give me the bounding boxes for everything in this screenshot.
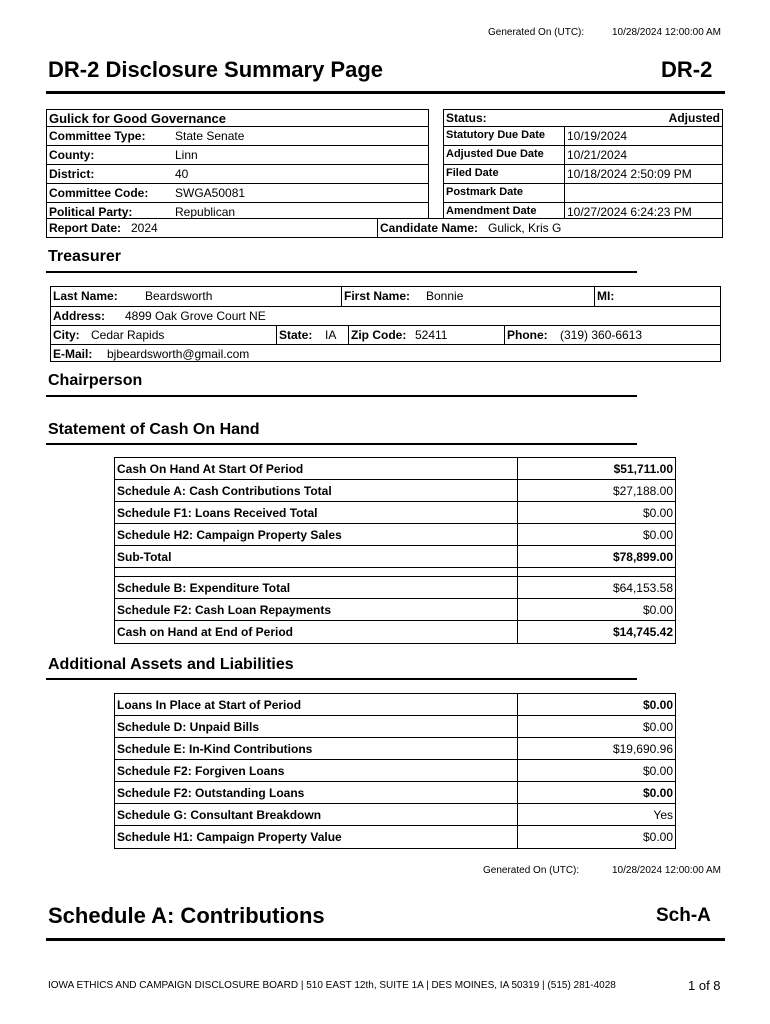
committee-code-value: SWGA50081 <box>175 186 246 200</box>
treasurer-rule <box>46 271 637 273</box>
state-value: IA <box>325 328 337 342</box>
address-label: Address: <box>53 309 106 323</box>
email-value: bjbeardsworth@gmail.com <box>107 347 250 361</box>
asset-row-value: Yes <box>653 808 673 822</box>
table-row <box>115 480 675 502</box>
zip-value: 52411 <box>415 328 448 342</box>
zip-label: Zip Code: <box>351 328 407 342</box>
schedule-a-title: Schedule A: Contributions <box>48 903 325 928</box>
asset-row-value: $0.00 <box>642 698 673 712</box>
district-value: 40 <box>175 167 189 181</box>
footer-text: IOWA ETHICS AND CAMPAIGN DISCLOSURE BOARD | 510 EAST 12th, SUITE 1A | DES MOINES, IA 50319 | (515) 281-4028 <box>48 980 616 991</box>
cash-row-label: Cash On Hand At Start Of Period <box>117 462 304 476</box>
political-party-value: Republican <box>175 205 236 219</box>
city-value: Cedar Rapids <box>91 328 165 342</box>
asset-row-value: $0.00 <box>642 764 673 778</box>
treasurer-box <box>50 286 721 362</box>
cash-row-label: Schedule H2: Campaign Property Sales <box>117 528 342 542</box>
email-label: E-Mail: <box>53 347 93 361</box>
amendment-date-label: Amendment Date <box>446 205 537 217</box>
table-row <box>115 826 675 848</box>
generated-label: Generated On (UTC): <box>488 27 585 38</box>
asset-row-value: $19,690.96 <box>612 742 673 756</box>
assets-table <box>114 693 676 849</box>
table-spacer <box>115 568 675 577</box>
assets-rule <box>46 678 637 680</box>
statutory-due-label: Statutory Due Date <box>446 129 546 141</box>
table-row <box>115 577 675 599</box>
cash-row-label: Schedule B: Expenditure Total <box>117 581 291 595</box>
committee-type-label: Committee Type: <box>49 129 146 143</box>
cash-row-value: $51,711.00 <box>613 462 673 476</box>
status-box <box>443 109 723 219</box>
page-number: 1 of 8 <box>688 978 721 993</box>
report-date-value: 2024 <box>131 221 158 235</box>
phone-label: Phone: <box>507 328 548 342</box>
treasurer-heading: Treasurer <box>48 248 121 265</box>
report-date-label: Report Date: <box>49 221 122 235</box>
chairperson-rule <box>46 395 637 397</box>
schedule-a-rule <box>46 938 725 941</box>
county-value: Linn <box>175 148 198 162</box>
city-label: City: <box>53 328 80 342</box>
table-row <box>115 458 675 480</box>
state-label: State: <box>279 328 313 342</box>
cash-row-value: $14,745.42 <box>612 625 673 639</box>
phone-value: (319) 360-6613 <box>560 328 643 342</box>
committee-code-label: Committee Code: <box>49 186 149 200</box>
district-label: District: <box>49 167 95 181</box>
asset-row-value: $0.00 <box>642 786 673 800</box>
adjusted-due-label: Adjusted Due Date <box>446 148 544 160</box>
postmark-date-label: Postmark Date <box>446 186 524 198</box>
asset-row-label: Schedule F2: Forgiven Loans <box>117 764 285 778</box>
chairperson-heading: Chairperson <box>48 372 143 389</box>
generated-value: 10/28/2024 12:00:00 AM <box>612 27 721 38</box>
candidate-name-value: Gulick, Kris G <box>488 221 562 235</box>
cash-row-label: Schedule F1: Loans Received Total <box>117 506 318 520</box>
asset-row-label: Schedule E: In-Kind Contributions <box>117 742 313 756</box>
cash-row-value: $0.00 <box>642 528 673 542</box>
status-label: Status: <box>446 111 487 125</box>
asset-row-label: Schedule H1: Campaign Property Value <box>117 830 342 844</box>
table-row <box>115 760 675 782</box>
mi-label: MI: <box>597 289 615 303</box>
cash-row-label: Schedule A: Cash Contributions Total <box>117 484 332 498</box>
table-row <box>115 782 675 804</box>
cash-rule <box>46 443 637 445</box>
status-value: Adjusted <box>668 111 720 125</box>
cash-row-value: $0.00 <box>642 603 673 617</box>
address-value: 4899 Oak Grove Court NE <box>125 309 266 323</box>
table-row <box>115 621 675 643</box>
table-row <box>115 546 675 568</box>
asset-row-label: Loans In Place at Start of Period <box>117 698 302 712</box>
amendment-date-value: 10/27/2024 6:24:23 PM <box>567 205 692 219</box>
county-label: County: <box>49 148 95 162</box>
filed-date-value: 10/18/2024 2:50:09 PM <box>567 167 692 181</box>
table-row <box>115 716 675 738</box>
asset-row-label: Schedule D: Unpaid Bills <box>117 720 260 734</box>
candidate-name-label: Candidate Name: <box>380 221 479 235</box>
committee-type-value: State Senate <box>175 129 245 143</box>
generated-value-2: 10/28/2024 12:00:00 AM <box>612 865 721 876</box>
asset-row-label: Schedule F2: Outstanding Loans <box>117 786 305 800</box>
report-row <box>46 218 723 238</box>
cash-row-value: $78,899.00 <box>612 550 673 564</box>
first-name-label: First Name: <box>344 289 411 303</box>
political-party-label: Political Party: <box>49 205 133 219</box>
cash-row-value: $0.00 <box>642 506 673 520</box>
assets-heading: Additional Assets and Liabilities <box>48 656 294 673</box>
table-row <box>115 524 675 546</box>
asset-row-label: Schedule G: Consultant Breakdown <box>117 808 322 822</box>
title-rule <box>46 91 725 94</box>
first-name-value: Bonnie <box>426 289 464 303</box>
cash-row-label: Sub-Total <box>117 550 172 564</box>
table-row <box>115 804 675 826</box>
generated-label-2: Generated On (UTC): <box>483 865 580 876</box>
statutory-due-value: 10/19/2024 <box>567 129 628 143</box>
table-row <box>115 738 675 760</box>
filed-date-label: Filed Date <box>446 167 499 179</box>
last-name-label: Last Name: <box>53 289 118 303</box>
last-name-value: Beardsworth <box>145 289 213 303</box>
cash-row-value: $27,188.00 <box>612 484 673 498</box>
cash-row-value: $64,153.58 <box>612 581 673 595</box>
table-row <box>115 694 675 716</box>
page-title: DR-2 Disclosure Summary Page <box>48 57 384 82</box>
cash-table <box>114 457 676 644</box>
schedule-a-code: Sch-A <box>656 905 711 926</box>
adjusted-due-value: 10/21/2024 <box>567 148 628 162</box>
committee-box <box>46 109 429 219</box>
table-row <box>115 502 675 524</box>
cash-row-label: Schedule F2: Cash Loan Repayments <box>117 603 332 617</box>
asset-row-value: $0.00 <box>642 720 673 734</box>
committee-name: Gulick for Good Governance <box>49 111 226 126</box>
asset-row-value: $0.00 <box>642 830 673 844</box>
table-row <box>115 599 675 621</box>
cash-row-label: Cash on Hand at End of Period <box>117 625 294 639</box>
cash-heading: Statement of Cash On Hand <box>48 421 260 438</box>
form-code: DR-2 <box>661 57 713 82</box>
